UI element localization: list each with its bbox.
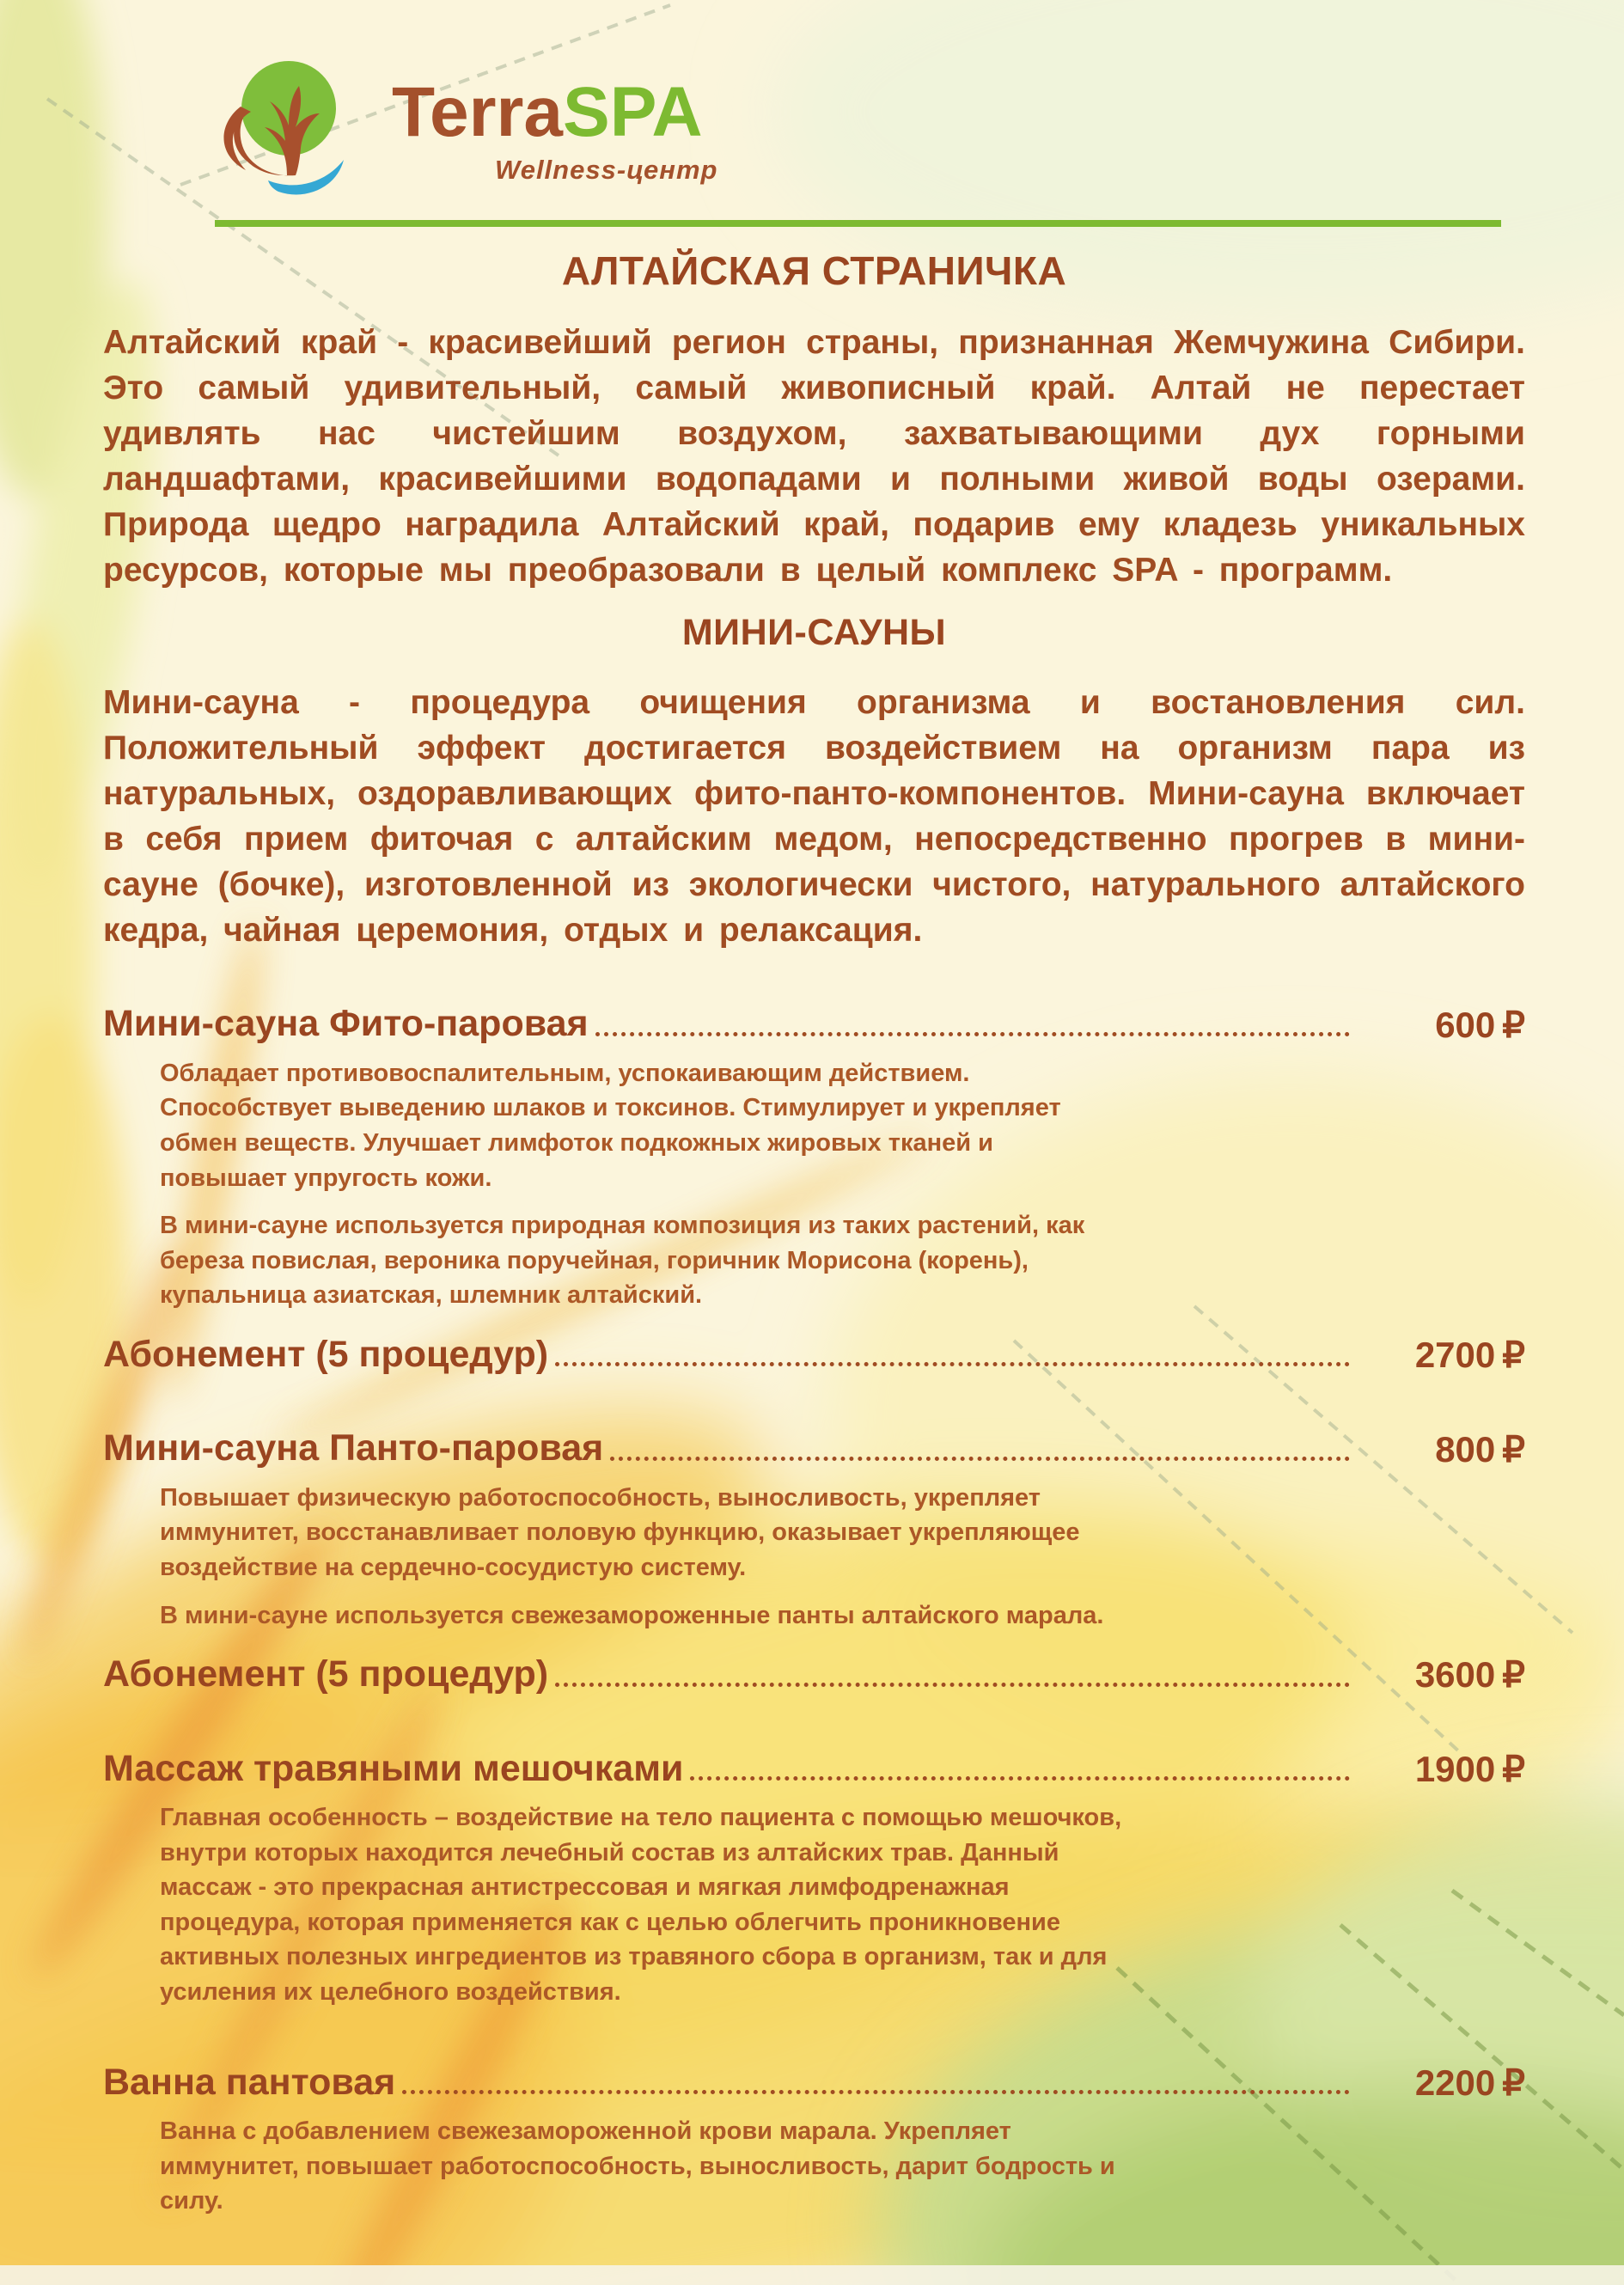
ruble-sign: ₽ xyxy=(1502,1335,1525,1376)
price-amount: 800 xyxy=(1435,1428,1496,1469)
ruble-sign: ₽ xyxy=(1502,1428,1525,1469)
dotted-leader xyxy=(402,2090,1350,2094)
service-description: Повышает физическую работоспособность, выносливость, укрепляет иммунитет, восстанавливает половую функцию, оказывает укрепляющее воздействие на сердечно-сосудистую систему. xyxy=(160,1483,1080,1582)
service-description: Главная особенность – воздействие на тело пациента с помощью мешочков, внутри которых находится лечебный состав из алтайских трав. Данный массаж - это прекрасная антистрессовая и мягкая лимфодренажная процедура, которая применяется как с целью облегчить проникновение активных полезных ингредиентов из травяного сбора в организм, так и для усиления их целебного воздействия. xyxy=(160,1804,1122,2007)
dotted-leader xyxy=(555,1683,1350,1687)
ruble-sign: ₽ xyxy=(1502,2062,1525,2103)
section-title: МИНИ-САУНЫ xyxy=(681,612,947,654)
service-name: Массаж травяными мешочками xyxy=(103,1747,684,1789)
service-descriptions xyxy=(103,2114,1525,2219)
service-item xyxy=(103,1003,1525,1376)
terraspa-logo-icon xyxy=(205,58,385,196)
service-price-row xyxy=(103,1748,1525,1790)
service-price xyxy=(1362,2062,1525,2104)
service-price-row xyxy=(103,2062,1525,2104)
section-paragraph: Мини-сауна - процедура очищения организма и востановления сил. Положительный эффект достигается воздействием на организм пара из натуральных, оздоравливающих фито-панто-компонентов. Мини-сауна включает в себя прием фиточая с алтайским медом, непосредственно прогрев в мини-сауне (бочке), изготовленной из экологически чистого, натурального алтайского кедра, чайная церемония, отдых и релаксация. xyxy=(103,684,1525,950)
brand-spa: SPA xyxy=(563,73,703,151)
services-list xyxy=(103,1003,1525,2219)
service-price-row xyxy=(103,1003,1525,1045)
ruble-sign: ₽ xyxy=(1502,1004,1525,1045)
service-descriptions xyxy=(103,1056,1525,1313)
service-description: Обладает противовоспалительным, успокаивающим действием. Способствует выведению шлаков и токсинов. Стимулирует и укрепляет обмен веществ. Улучшает лимфоток подкожных жировых тканей и повышает упругость кожи. xyxy=(160,1059,1061,1192)
dotted-leader xyxy=(555,1362,1350,1366)
service-price-row xyxy=(103,1427,1525,1469)
ruble-sign: ₽ xyxy=(1502,1654,1525,1695)
price-amount: 2700 xyxy=(1414,1335,1496,1376)
subscription-price-row xyxy=(103,1653,1525,1695)
intro-paragraph: Алтайский край - красивейший регион страны, признанная Жемчужина Сибири. Это самый удивительный, самый живописный край. Алтай не перестает удивлять нас чистейшим воздухом, захватывающими дух горными ландшафтами, красивейшими водопадами и полными живой воды озерами. Природа щедро наградила Алтайский край, подарив ему кладезь уникальных ресурсов, которые мы преобразовали в целый комплекс SPA - программ. xyxy=(103,324,1525,590)
dotted-leader xyxy=(690,1776,1350,1781)
service-name: Мини-сауна Панто-паровая xyxy=(103,1427,604,1469)
green-divider xyxy=(215,220,1501,227)
subscription-price xyxy=(1362,1654,1525,1695)
subscription-name: Абонемент (5 процедур) xyxy=(103,1333,549,1375)
service-price xyxy=(1362,1429,1525,1470)
logo xyxy=(205,58,1525,203)
dotted-leader xyxy=(595,1032,1350,1036)
service-item xyxy=(103,1427,1525,1695)
page-title: АЛТАЙСКАЯ СТРАНИЧКА xyxy=(561,248,1067,293)
service-item xyxy=(103,2062,1525,2219)
brand-terra: Terra xyxy=(392,73,564,151)
service-description: В мини-сауне используется свежезамороженные панты алтайского марала. xyxy=(160,1601,1104,1629)
price-amount: 2200 xyxy=(1414,2062,1496,2103)
dotted-leader xyxy=(610,1457,1350,1461)
service-descriptions xyxy=(103,1800,1525,2010)
service-name: Мини-сауна Фито-паровая xyxy=(103,1003,589,1045)
service-price xyxy=(1362,1005,1525,1046)
ruble-sign: ₽ xyxy=(1502,1748,1525,1789)
price-amount: 600 xyxy=(1435,1004,1496,1045)
service-item xyxy=(103,1748,1525,2010)
service-description: Ванна с добавлением свежезамороженной крови марала. Укрепляет иммунитет, повышает работоспособность, выносливость, дарит бодрость и силу. xyxy=(160,2117,1115,2215)
logo-text xyxy=(392,73,718,186)
price-amount: 1900 xyxy=(1414,1748,1496,1789)
service-description: В мини-сауне используется природная композиция из таких растений, как береза повислая, вероника поручейная, горичник Морисона (корень), купальница азиатская, шлемник алтайский. xyxy=(160,1212,1085,1310)
brand-tagline: Wellness-центр xyxy=(495,155,718,185)
subscription-price-row xyxy=(103,1334,1525,1376)
service-descriptions xyxy=(103,1481,1525,1633)
subscription-name: Абонемент (5 процедур) xyxy=(103,1653,549,1695)
price-amount: 3600 xyxy=(1414,1654,1496,1695)
service-price xyxy=(1362,1749,1525,1790)
subscription-price xyxy=(1362,1335,1525,1376)
service-name: Ванна пантовая xyxy=(103,2061,396,2103)
brand-name xyxy=(392,73,717,151)
